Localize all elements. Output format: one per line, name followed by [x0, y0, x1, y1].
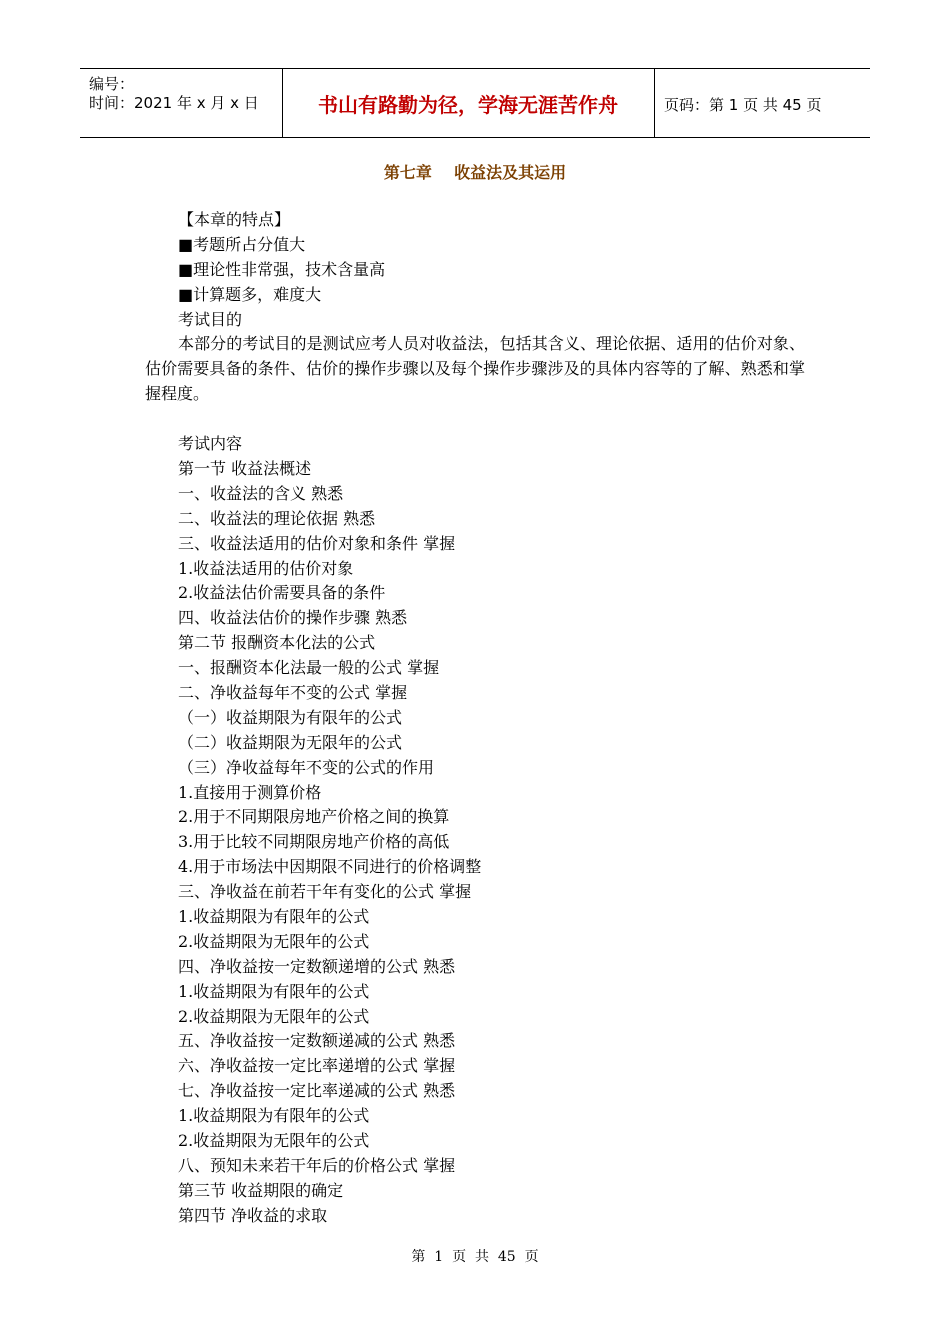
feature-item: ■理论性非常强，技术含量高 [178, 259, 386, 279]
content-line: （一）收益期限为有限年的公式 [178, 707, 403, 727]
content-line: 八、预知未来若干年后的价格公式 掌握 [178, 1155, 456, 1175]
header-center-cell [282, 69, 655, 137]
chapter-title: 第七章 收益法及其运用 [383, 163, 567, 182]
slogan: 书山有路勤为径，学海无涯苦作舟 [318, 93, 618, 117]
content-line: 2.收益法估价需要具备的条件 [178, 583, 386, 603]
content-line: （三）净收益每年不变的公式的作用 [178, 757, 435, 777]
header-right-cell [655, 69, 870, 137]
content-line: 四、净收益按一定数额递增的公式 熟悉 [178, 956, 456, 976]
exam-content-list [145, 457, 805, 1229]
content-line: 3.用于比较不同期限房地产价格的高低 [178, 832, 450, 852]
content-line: 1.收益法适用的估价对象 [178, 558, 354, 578]
content-line: 2.收益期限为无限年的公式 [178, 1006, 370, 1026]
content-line: （二）收益期限为无限年的公式 [178, 732, 403, 752]
feature-item: ■考题所占分值大 [178, 234, 306, 254]
feature-item: ■计算题多，难度大 [178, 284, 322, 304]
content-line: 一、收益法的含义 熟悉 [178, 483, 344, 503]
content-line: 1.收益期限为有限年的公式 [178, 906, 370, 926]
content-line: 三、净收益在前若干年有变化的公式 掌握 [178, 882, 472, 902]
content-line: 二、收益法的理论依据 熟悉 [178, 508, 376, 528]
content-line: 1.收益期限为有限年的公式 [178, 1106, 370, 1126]
content-line: 2.收益期限为无限年的公式 [178, 1131, 370, 1150]
exam-content-heading: 考试内容 [178, 434, 243, 454]
time-label: 时间：2021 年 x 月 x 日 [89, 94, 259, 112]
content-line: 二、净收益每年不变的公式 掌握 [178, 682, 408, 702]
content-line: 第三节 收益期限的确定 [178, 1180, 344, 1200]
document-body [145, 208, 805, 1229]
page-info: 页码：第 1 页 共 45 页 [664, 96, 822, 114]
content-line: 4.用于市场法中因期限不同进行的价格调整 [178, 857, 482, 877]
header-left-cell [80, 69, 283, 137]
blank-line [145, 407, 805, 432]
content-line: 第一节 收益法概述 [178, 458, 312, 478]
content-line: 六、净收益按一定比率递增的公式 掌握 [178, 1056, 456, 1076]
content-line: 2.收益期限为无限年的公式 [178, 931, 370, 951]
content-line: 一、报酬资本化法最一般的公式 掌握 [178, 658, 440, 678]
page-footer: 第 1 页 共 45 页 [411, 1249, 539, 1265]
content-line: 第二节 报酬资本化法的公式 [178, 633, 376, 653]
exam-purpose-text: 本部分的考试目的是测试应考人员对收益法，包括其含义、理论依据、适用的估价对象、估价需要具备的条件、估价的操作步骤以及每个操作步骤涉及的具体内容等的了解、熟悉和掌握程度。 [145, 334, 805, 404]
content-line: 2.用于不同期限房地产价格之间的换算 [178, 807, 450, 827]
content-line: 1.收益期限为有限年的公式 [178, 981, 370, 1001]
features-heading: 【本章的特点】 [178, 210, 291, 229]
content-line: 五、净收益按一定数额递减的公式 熟悉 [178, 1031, 456, 1051]
header-table [80, 68, 870, 138]
content-line: 第四节 净收益的求取 [178, 1205, 328, 1225]
content-line: 三、收益法适用的估价对象和条件 掌握 [178, 533, 456, 553]
content-line: 七、净收益按一定比率递减的公式 熟悉 [178, 1081, 456, 1101]
serial-label: 编号： [89, 75, 135, 93]
content-line: 1.直接用于测算价格 [178, 782, 322, 802]
content-line: 四、收益法估价的操作步骤 熟悉 [178, 608, 408, 628]
exam-purpose-heading: 考试目的 [178, 309, 243, 329]
